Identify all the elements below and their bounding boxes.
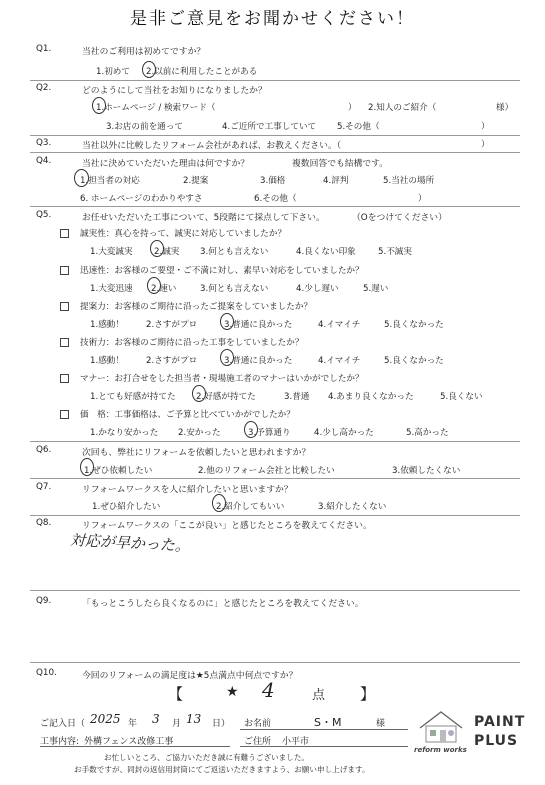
q9-number: Q9. [36, 596, 52, 606]
q5-item4-opt5: 5.良くない [440, 392, 483, 402]
q10-bracket-open: 【 [168, 685, 184, 703]
q5-item3-opt3: 3.普通に良かった [224, 356, 293, 366]
q2-opt1: 1.ホームページ / 検索ワード（ [96, 103, 216, 113]
q5-item1-opt1: 1.大変迅速 [90, 284, 133, 294]
q2-hand-circle [92, 97, 106, 114]
q5-item0-opt1: 1.大変誠実 [90, 247, 133, 257]
q2-opt2: 2.知人のご紹介（ [368, 103, 437, 113]
q3-text: 当社以外に比較したリフォーム会社があれば、お教えください。（ [82, 141, 342, 151]
q4-opt6: 6. ホームページのわかりやすさ [80, 194, 203, 204]
q5-item-label: 迅速性：お客様のご要望・ご不満に対し、素早い対応をしていましたか？ [80, 266, 364, 276]
paint-plus-logo-line1: PAINT [474, 714, 526, 730]
q4-opt3: 3.価格 [260, 176, 286, 186]
q5-item2-opt2: 2.さすがプロ [146, 320, 198, 330]
q5-item0-hand-circle [150, 240, 164, 257]
q7-opt2: 2.紹介してもいい [216, 502, 285, 512]
star-icon: ★ [226, 684, 239, 700]
q4-opt1: 1.担当者の対応 [80, 176, 140, 186]
q5-item4-opt2: 2.好感が持てた [196, 392, 256, 402]
q5-item2-opt5: 5.良くなかった [384, 320, 444, 330]
q5-item1-opt3: 3.何とも言えない [200, 284, 269, 294]
q5-item5-opt1: 1.かなり安かった [90, 428, 159, 438]
date-day: 13 [186, 712, 202, 726]
q10-handwritten-score: 4 [262, 678, 275, 702]
q7-opt3: 3.紹介したくない [318, 502, 387, 512]
q5-item2-opt3: 3.普通に良かった [224, 320, 293, 330]
q4-opt4: 4.評判 [323, 176, 349, 186]
address-label: ご住所 [244, 737, 272, 747]
q5-item4-opt1: 1.とても好感が持てた [90, 392, 176, 402]
q5-text: お任せいただいた工事について、5段階にて採点して下さい。 [82, 213, 325, 223]
q5-item-label: 誠実性：真心を持って、誠実に対応していましたか？ [80, 229, 287, 239]
q1-hand-circle [142, 61, 156, 78]
q2-opt3: 3.お店の前を通って [106, 122, 183, 132]
q8-handwritten-answer: 対応が早かった。 [69, 530, 191, 556]
q10-number: Q10. [36, 668, 57, 678]
checkbox-sincerity[interactable] [60, 229, 69, 238]
customer-name: S・M [314, 716, 342, 729]
q7-hand-circle [212, 494, 226, 512]
q1-opt2: 2.以前に利用したことがある [146, 67, 258, 77]
q5-item4-hand-circle [192, 385, 206, 402]
date-year-unit: 年 [128, 719, 138, 729]
q5-item5-hand-circle [244, 421, 258, 438]
q5-item3-opt2: 2.さすがプロ [146, 356, 198, 366]
q4-opt2: 2.提案 [183, 176, 209, 186]
date-day-unit: 日） [212, 719, 231, 729]
q6-opt3: 3.依頼したくない [392, 466, 461, 476]
q5-item3-opt4: 4.イマイチ [318, 356, 361, 366]
q7-number: Q7. [36, 482, 52, 492]
q5-note: （Oをつけてください） [352, 213, 447, 223]
q1-text: 当社のご利用は初めてですか？ [82, 47, 206, 57]
date-month: 3 [152, 712, 160, 726]
q5-item5-opt2: 2.安かった [178, 428, 221, 438]
q5-item3-opt5: 5.良くなかった [384, 356, 444, 366]
q7-opt1: 1.ぜひ紹介したい [92, 502, 161, 512]
q10-unit: 点 [312, 688, 326, 703]
q5-number: Q5. [36, 210, 52, 220]
q2-opt4: 4.ご近所で工事していて [222, 122, 317, 132]
date-year: 2025 [90, 712, 121, 726]
checkbox-price[interactable] [60, 410, 69, 419]
q2-number: Q2. [36, 83, 52, 93]
date-label: ご記入日（ [40, 719, 86, 729]
q2-opt2-close: 様） [496, 103, 514, 113]
q1-opt1: 1.初めて [96, 67, 130, 77]
q5-item1-opt2: 2.速い [151, 284, 177, 294]
q5-item-label: 価 格：工事価格は、ご予算と比べていかがでしたか？ [80, 410, 295, 420]
q4-hand-circle [74, 169, 89, 187]
address-value: 小平市 [282, 737, 310, 747]
q5-item2-opt1: 1.感動！ [90, 320, 124, 330]
q9-text: 「もっとこうしたら良くなるのに」と感じたところを教えてください。 [82, 599, 364, 609]
q8-number: Q8. [36, 518, 52, 528]
q6-number: Q6. [36, 445, 52, 455]
q5-item1-opt4: 4.少し遅い [296, 284, 339, 294]
q10-text: 今回のリフォームの満足度は★5点満点中何点ですか？ [82, 671, 298, 681]
checkbox-speed[interactable] [60, 266, 69, 275]
work-content: 外構フェンス改修工事 [84, 737, 174, 747]
q5-item5-opt5: 5.高かった [406, 428, 449, 438]
paint-plus-logo-line2: PLUS [474, 733, 519, 749]
q10-bracket-close: 】 [360, 685, 376, 703]
q5-item-label: 技術力：お客様のご期待に沿った工事をしていましたか？ [80, 338, 304, 348]
q2-text: どのようにして当社をお知りになりましたか？ [82, 86, 267, 96]
q4-text: 当社に決めていただいた理由は何ですか？ [82, 159, 250, 169]
page-title: 是非ご意見をお聞かせください！ [130, 9, 415, 29]
q4-number: Q4. [36, 156, 52, 166]
q5-item2-opt4: 4.イマイチ [318, 320, 361, 330]
q5-item-label: 提案力：お客様のご期待に沿ったご提案をしていましたか？ [80, 302, 313, 312]
work-label: 工事内容: [40, 737, 80, 747]
q4-opt7: 6.その他（ [254, 194, 297, 204]
q4-opt5: 5.当社の場所 [383, 176, 435, 186]
q7-text: リフォームワークスを人に紹介したいと思いますか？ [82, 485, 293, 495]
q5-item5-opt3: 3.予算通り [248, 428, 291, 438]
q5-item4-opt4: 4.あまり良くなかった [328, 392, 414, 402]
q5-item5-opt4: 4.少し高かった [314, 428, 374, 438]
q5-item3-hand-circle [220, 349, 234, 366]
q5-item0-opt5: 5.不誠実 [378, 247, 412, 257]
q3-number: Q3. [36, 138, 52, 148]
q5-item0-opt2: 2.誠実 [154, 247, 180, 257]
reform-works-logo-text: reform works [414, 746, 467, 754]
q5-item2-hand-circle [220, 313, 234, 330]
q8-text: リフォームワークスの「ここが良い」と感じたところを教えてください。 [82, 521, 372, 531]
name-suffix: 様 [376, 719, 386, 729]
q5-item1-opt5: 5.遅い [363, 284, 389, 294]
q5-item0-opt4: 4.良くない印象 [296, 247, 356, 257]
q5-item1-hand-circle [147, 277, 161, 294]
footer-note-1: お忙しいところ、ご協力いただき誠に有難うございました。 [104, 753, 310, 762]
q6-text: 次回も、弊社にリフォームを依頼したいと思われますか？ [82, 448, 311, 458]
q5-item-label: マナー：お打合せをした担当者・現場施工者のマナーはいかがでしたか？ [80, 374, 364, 384]
checkbox-manners[interactable] [60, 374, 69, 383]
q1-number: Q1. [36, 44, 52, 54]
q4-note: 複数回答でも結構です。 [292, 159, 389, 169]
q2-opt5-close: ） [481, 122, 490, 132]
q6-hand-circle [80, 458, 94, 476]
q2-opt5: 5.その他（ [337, 122, 380, 132]
q3-close: ） [481, 140, 490, 150]
q6-opt1: 1.ぜひ依頼したい [84, 466, 153, 476]
checkbox-proposal[interactable] [60, 302, 69, 311]
reform-works-logo-icon [416, 708, 466, 744]
date-month-unit: 月 [172, 719, 182, 729]
q5-item0-opt3: 3.何とも言えない [200, 247, 269, 257]
name-label: お名前 [244, 719, 272, 729]
q6-opt2: 2.他のリフォーム会社と比較したい [198, 466, 335, 476]
q5-item3-opt1: 1.感動！ [90, 356, 124, 366]
q2-opt1-close: ） [348, 103, 357, 113]
checkbox-technique[interactable] [60, 338, 69, 347]
q4-opt7-close: ） [418, 194, 427, 204]
footer-note-2: お手数ですが、同封の返信用封筒にてご返送いただきますよう、お願い申し上げます。 [74, 765, 370, 774]
q5-item4-opt3: 3.普通 [284, 392, 310, 402]
